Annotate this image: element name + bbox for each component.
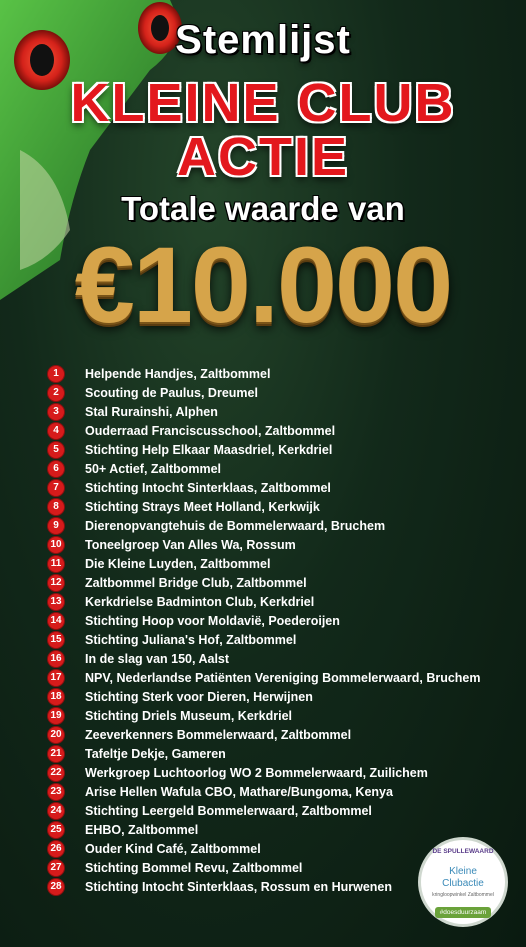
list-item-label: Stichting Driels Museum, Kerkdriel — [85, 708, 292, 723]
list-item-label: Scouting de Paulus, Dreumel — [85, 385, 258, 400]
list-item-number: 25 — [48, 822, 64, 838]
list-item — [48, 440, 518, 459]
list-item — [48, 478, 518, 497]
list-item-number: 22 — [48, 765, 64, 781]
list-item — [48, 725, 518, 744]
list-item — [48, 630, 518, 649]
list-item-number: 4 — [48, 423, 64, 439]
list-item-label: Stichting Leergeld Bommelerwaard, Zaltbommel — [85, 803, 372, 818]
list-item-label: Dierenopvangtehuis de Bommelerwaard, Bruchem — [85, 518, 386, 533]
list-item — [48, 668, 518, 687]
list-item-number: 18 — [48, 689, 64, 705]
list-item-label: Toneelgroep Van Alles Wa, Rossum — [85, 537, 296, 552]
list-item-label: Stichting Help Elkaar Maasdriel, Kerkdriel — [85, 442, 333, 457]
headline-kleine-club: KLEINE CLUB — [70, 73, 456, 133]
list-item — [48, 801, 518, 820]
badge-name-line2: Clubactie — [442, 878, 484, 889]
list-item — [48, 516, 518, 535]
list-item-label: Tafeltje Dekje, Gameren — [85, 746, 226, 761]
list-item-number: 1 — [48, 366, 64, 382]
list-item — [48, 402, 518, 421]
spullewaard-badge — [421, 840, 505, 924]
list-item — [48, 744, 518, 763]
list-item-label: Stichting Intocht Sinterklaas, Zaltbommel — [85, 480, 331, 495]
list-item-label: Stal Rurainshi, Alphen — [85, 404, 218, 419]
list-item-label: EHBO, Zaltbommel — [85, 822, 199, 837]
list-item-number: 23 — [48, 784, 64, 800]
list-item-number: 11 — [48, 556, 64, 572]
list-item-number: 5 — [48, 442, 64, 458]
list-item — [48, 459, 518, 478]
list-item-number: 28 — [48, 879, 64, 895]
badge-subtext: kringloopwinkel Zaltbommel — [432, 892, 494, 898]
list-item-number: 17 — [48, 670, 64, 686]
list-item-number: 6 — [48, 461, 64, 477]
club-list — [48, 364, 518, 896]
list-item-number: 20 — [48, 727, 64, 743]
subtitle-totale-waarde: Totale waarde van — [121, 190, 405, 227]
list-item — [48, 820, 518, 839]
list-item-number: 19 — [48, 708, 64, 724]
list-item-number: 16 — [48, 651, 64, 667]
list-item — [48, 554, 518, 573]
list-item-label: Stichting Juliana's Hof, Zaltbommel — [85, 632, 297, 647]
list-item-number: 13 — [48, 594, 64, 610]
list-item-label: Zaltbommel Bridge Club, Zaltbommel — [85, 575, 307, 590]
title-stemlijst: Stemlijst — [175, 18, 351, 62]
list-item-number: 21 — [48, 746, 64, 762]
list-item-number: 12 — [48, 575, 64, 591]
list-item-label: Kerkdrielse Badminton Club, Kerkdriel — [85, 594, 315, 609]
list-item-label: Stichting Hoop voor Moldavië, Poederoijen — [85, 613, 340, 628]
headline-actie: ACTIE — [177, 127, 349, 187]
list-item-label: Zeeverkenners Bommelerwaard, Zaltbommel — [85, 727, 352, 742]
list-item-label: Arise Hellen Wafula CBO, Mathare/Bungoma, Kenya — [85, 784, 393, 799]
list-item-number: 27 — [48, 860, 64, 876]
list-item-label: Stichting Strays Meet Holland, Kerkwijk — [85, 499, 320, 514]
list-item-number: 24 — [48, 803, 64, 819]
list-item — [48, 573, 518, 592]
badge-name — [421, 866, 505, 890]
list-item-number: 15 — [48, 632, 64, 648]
list-item — [48, 592, 518, 611]
list-item — [48, 763, 518, 782]
list-item-label: In de slag van 150, Aalst — [85, 651, 230, 666]
list-item-label: Ouder Kind Café, Zaltbommel — [85, 841, 261, 856]
list-item-label: Stichting Sterk voor Dieren, Herwijnen — [85, 689, 313, 704]
list-item — [48, 687, 518, 706]
list-item-number: 8 — [48, 499, 64, 515]
list-item-label: Stichting Bommel Revu, Zaltbommel — [85, 860, 303, 875]
list-item-number: 2 — [48, 385, 64, 401]
list-item — [48, 497, 518, 516]
prize-amount: €10.000 — [74, 224, 452, 345]
list-item-label: 50+ Actief, Zaltbommel — [85, 461, 222, 476]
badge-hashtag: #doesduurzaam — [435, 907, 491, 918]
list-item — [48, 649, 518, 668]
list-item-label: Stichting Intocht Sinterklaas, Rossum en Hurwenen — [85, 879, 392, 894]
list-item — [48, 611, 518, 630]
list-item-number: 26 — [48, 841, 64, 857]
list-item — [48, 364, 518, 383]
list-item-number: 3 — [48, 404, 64, 420]
list-item-label: Werkgroep Luchtoorlog WO 2 Bommelerwaard, Zuilichem — [85, 765, 428, 780]
list-item-label: Die Kleine Luyden, Zaltbommel — [85, 556, 271, 571]
list-item-label: Helpende Handjes, Zaltbommel — [85, 366, 271, 381]
list-item — [48, 782, 518, 801]
list-item — [48, 706, 518, 725]
badge-top-text: DE SPULLEWAARD — [432, 848, 494, 855]
list-item-number: 14 — [48, 613, 64, 629]
badge-name-line1: Kleine — [449, 866, 477, 877]
list-item-number: 9 — [48, 518, 64, 534]
list-item — [48, 535, 518, 554]
list-item-number: 7 — [48, 480, 64, 496]
list-item-number: 10 — [48, 537, 64, 553]
list-item-label: NPV, Nederlandse Patiënten Vereniging Bommelerwaard, Bruchem — [85, 670, 481, 685]
list-item — [48, 383, 518, 402]
list-item — [48, 421, 518, 440]
list-item-label: Ouderraad Franciscusschool, Zaltbommel — [85, 423, 336, 438]
